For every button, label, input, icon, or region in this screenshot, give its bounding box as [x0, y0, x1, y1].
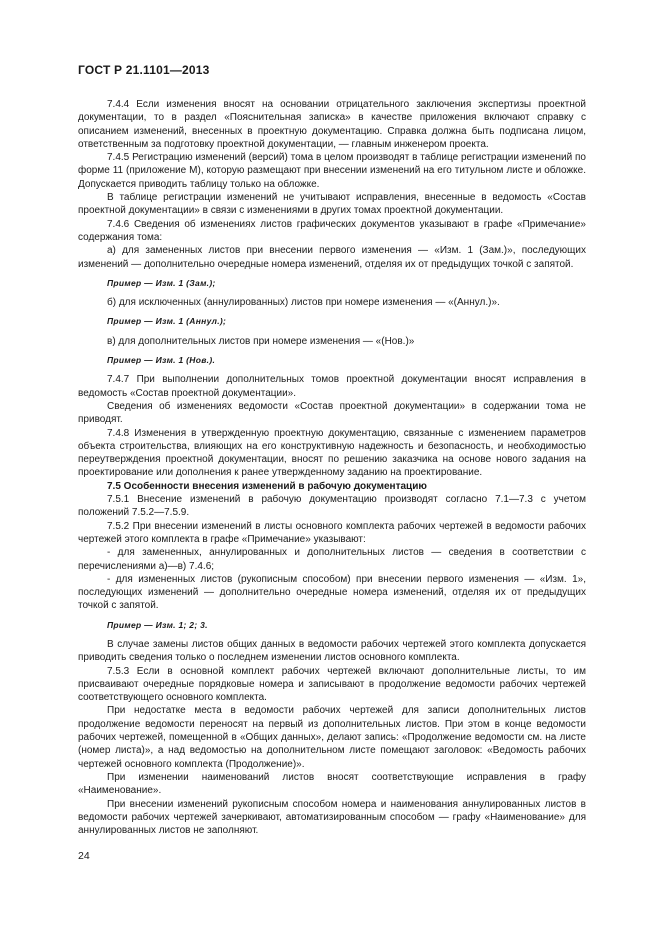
paragraph: При недостатке места в ведомости рабочих чертежей для записи дополнительных листов продолжение ведомости переносят на первый из дополнительных листов. При этом в конце ведомости рабочих чертежей, помещенной в «Общих данных», делают запись: «Продолжение ведомости см. на листе (номер листа)», а над ведомостью на дополнительном листе помещают заголовок: «Ведомость рабочих чертежей основного комплекта (Продолжение)».: [78, 705, 586, 770]
paragraph: б) для исключенных (аннулированных) листов при номере изменения — «(Аннул.)».: [107, 297, 500, 309]
paragraph: 7.4.6 Сведения об изменениях листов графических документов указывают в графе «Примечание» содержания тома:: [78, 218, 586, 243]
paragraph: При внесении изменений рукописным способом номера и наименования аннулированных листов в ведомости рабочих чертежей зачеркивают, автоматизированным способом — графу «Наименование» для аннулированных листов не заполняют.: [78, 798, 586, 837]
paragraph: а) для замененных листов при внесении первого изменения — «Изм. 1 (Зам.)», последующих изменений — дополнительно очередные номера изменений, отделяя их от предыдущих точкой с запятой.: [78, 245, 586, 270]
paragraph: - для замененных, аннулированных и дополнительных листов — сведения в соответствии с перечислениями а)—в) 7.4.6;: [78, 547, 586, 572]
paragraph: 7.5.2 При внесении изменений в листы основного комплекта рабочих чертежей в ведомости рабочих чертежей этого комплекта в графе «Примечание» указывают:: [78, 520, 586, 545]
document-body: [78, 98, 586, 837]
paragraph: В случае замены листов общих данных в ведомости рабочих чертежей этого комплекта допускается приводить сведения только о последнем изменении листов основного комплекта.: [78, 638, 586, 664]
paragraph: Сведения об изменениях ведомости «Состав проектной документации» в содержании тома не приводят.: [78, 400, 586, 426]
section-heading: 7.5 Особенности внесения изменений в рабочую документацию: [107, 480, 427, 492]
paragraph: 7.5.1 Внесение изменений в рабочую документацию производят согласно 7.1—7.3 с учетом положений 7.5.2—7.5.9.: [78, 494, 586, 519]
document-header: ГОСТ Р 21.1101—2013: [78, 63, 210, 77]
paragraph: - для измененных листов (рукописным способом) при внесении первого изменения — «Изм. 1», последующих изменений — дополнительно очередные номера изменений, отделяя их от предыдущих точкой с запятой.: [78, 573, 586, 612]
paragraph: 7.4.4 Если изменения вносят на основании отрицательного заключения экспертизы проектной документации, то в раздел «Пояснительная записка» в качестве приложения включают справку с описанием изменений, внесенных в проектную документацию. Справка должна быть подписана лицом, ответственным за подготовку проектной документации, — главным инженером проекта.: [78, 99, 586, 150]
page-number: 24: [78, 850, 90, 862]
paragraph: в) для дополнительных листов при номере изменения — «(Нов.)»: [107, 335, 415, 347]
example-line: Пример — Изм. 1; 2; 3.: [107, 619, 208, 630]
example-line: Пример — Изм. 1 (Аннул.);: [107, 316, 227, 327]
example-line: Пример — Изм. 1 (Зам.);: [107, 277, 216, 288]
paragraph: В таблице регистрации изменений не учитывают исправления, внесенные в ведомость «Состав проектной документации» в связи с изменениями в других томах проектной документации.: [78, 192, 586, 217]
paragraph: 7.4.5 Регистрацию изменений (версий) тома в целом производят в таблице регистрации изменений по форме 11 (приложение М), которую размещают при внесении изменений на его титульном листе и обложке. Допускается приводить таблицу только на обложке.: [78, 152, 586, 190]
paragraph: 7.4.8 Изменения в утвержденную проектную документацию, связанные с изменением параметров объекта строительства, влияющих на его конструктивную надежность и безопасность, и необходимостью переутверждения проектной документации, вносят по решению заказчика на основе нового задания на проектирование или дополнения к ранее утвержденному заданию на проектирование.: [78, 427, 586, 479]
paragraph: 7.5.3 Если в основной комплект рабочих чертежей включают дополнительные листы, то им присваивают очередные порядковые номера и записывают в продолжение ведомости рабочих чертежей соответствующего основного комплекта.: [78, 665, 586, 704]
paragraph: При изменении наименований листов вносят соответствующие исправления в графу «Наименование».: [78, 771, 586, 797]
paragraph: 7.4.7 При выполнении дополнительных томов проектной документации вносят исправления в ведомость «Состав проектной документации».: [78, 374, 586, 399]
example-line: Пример — Изм. 1 (Нов.).: [107, 355, 216, 366]
